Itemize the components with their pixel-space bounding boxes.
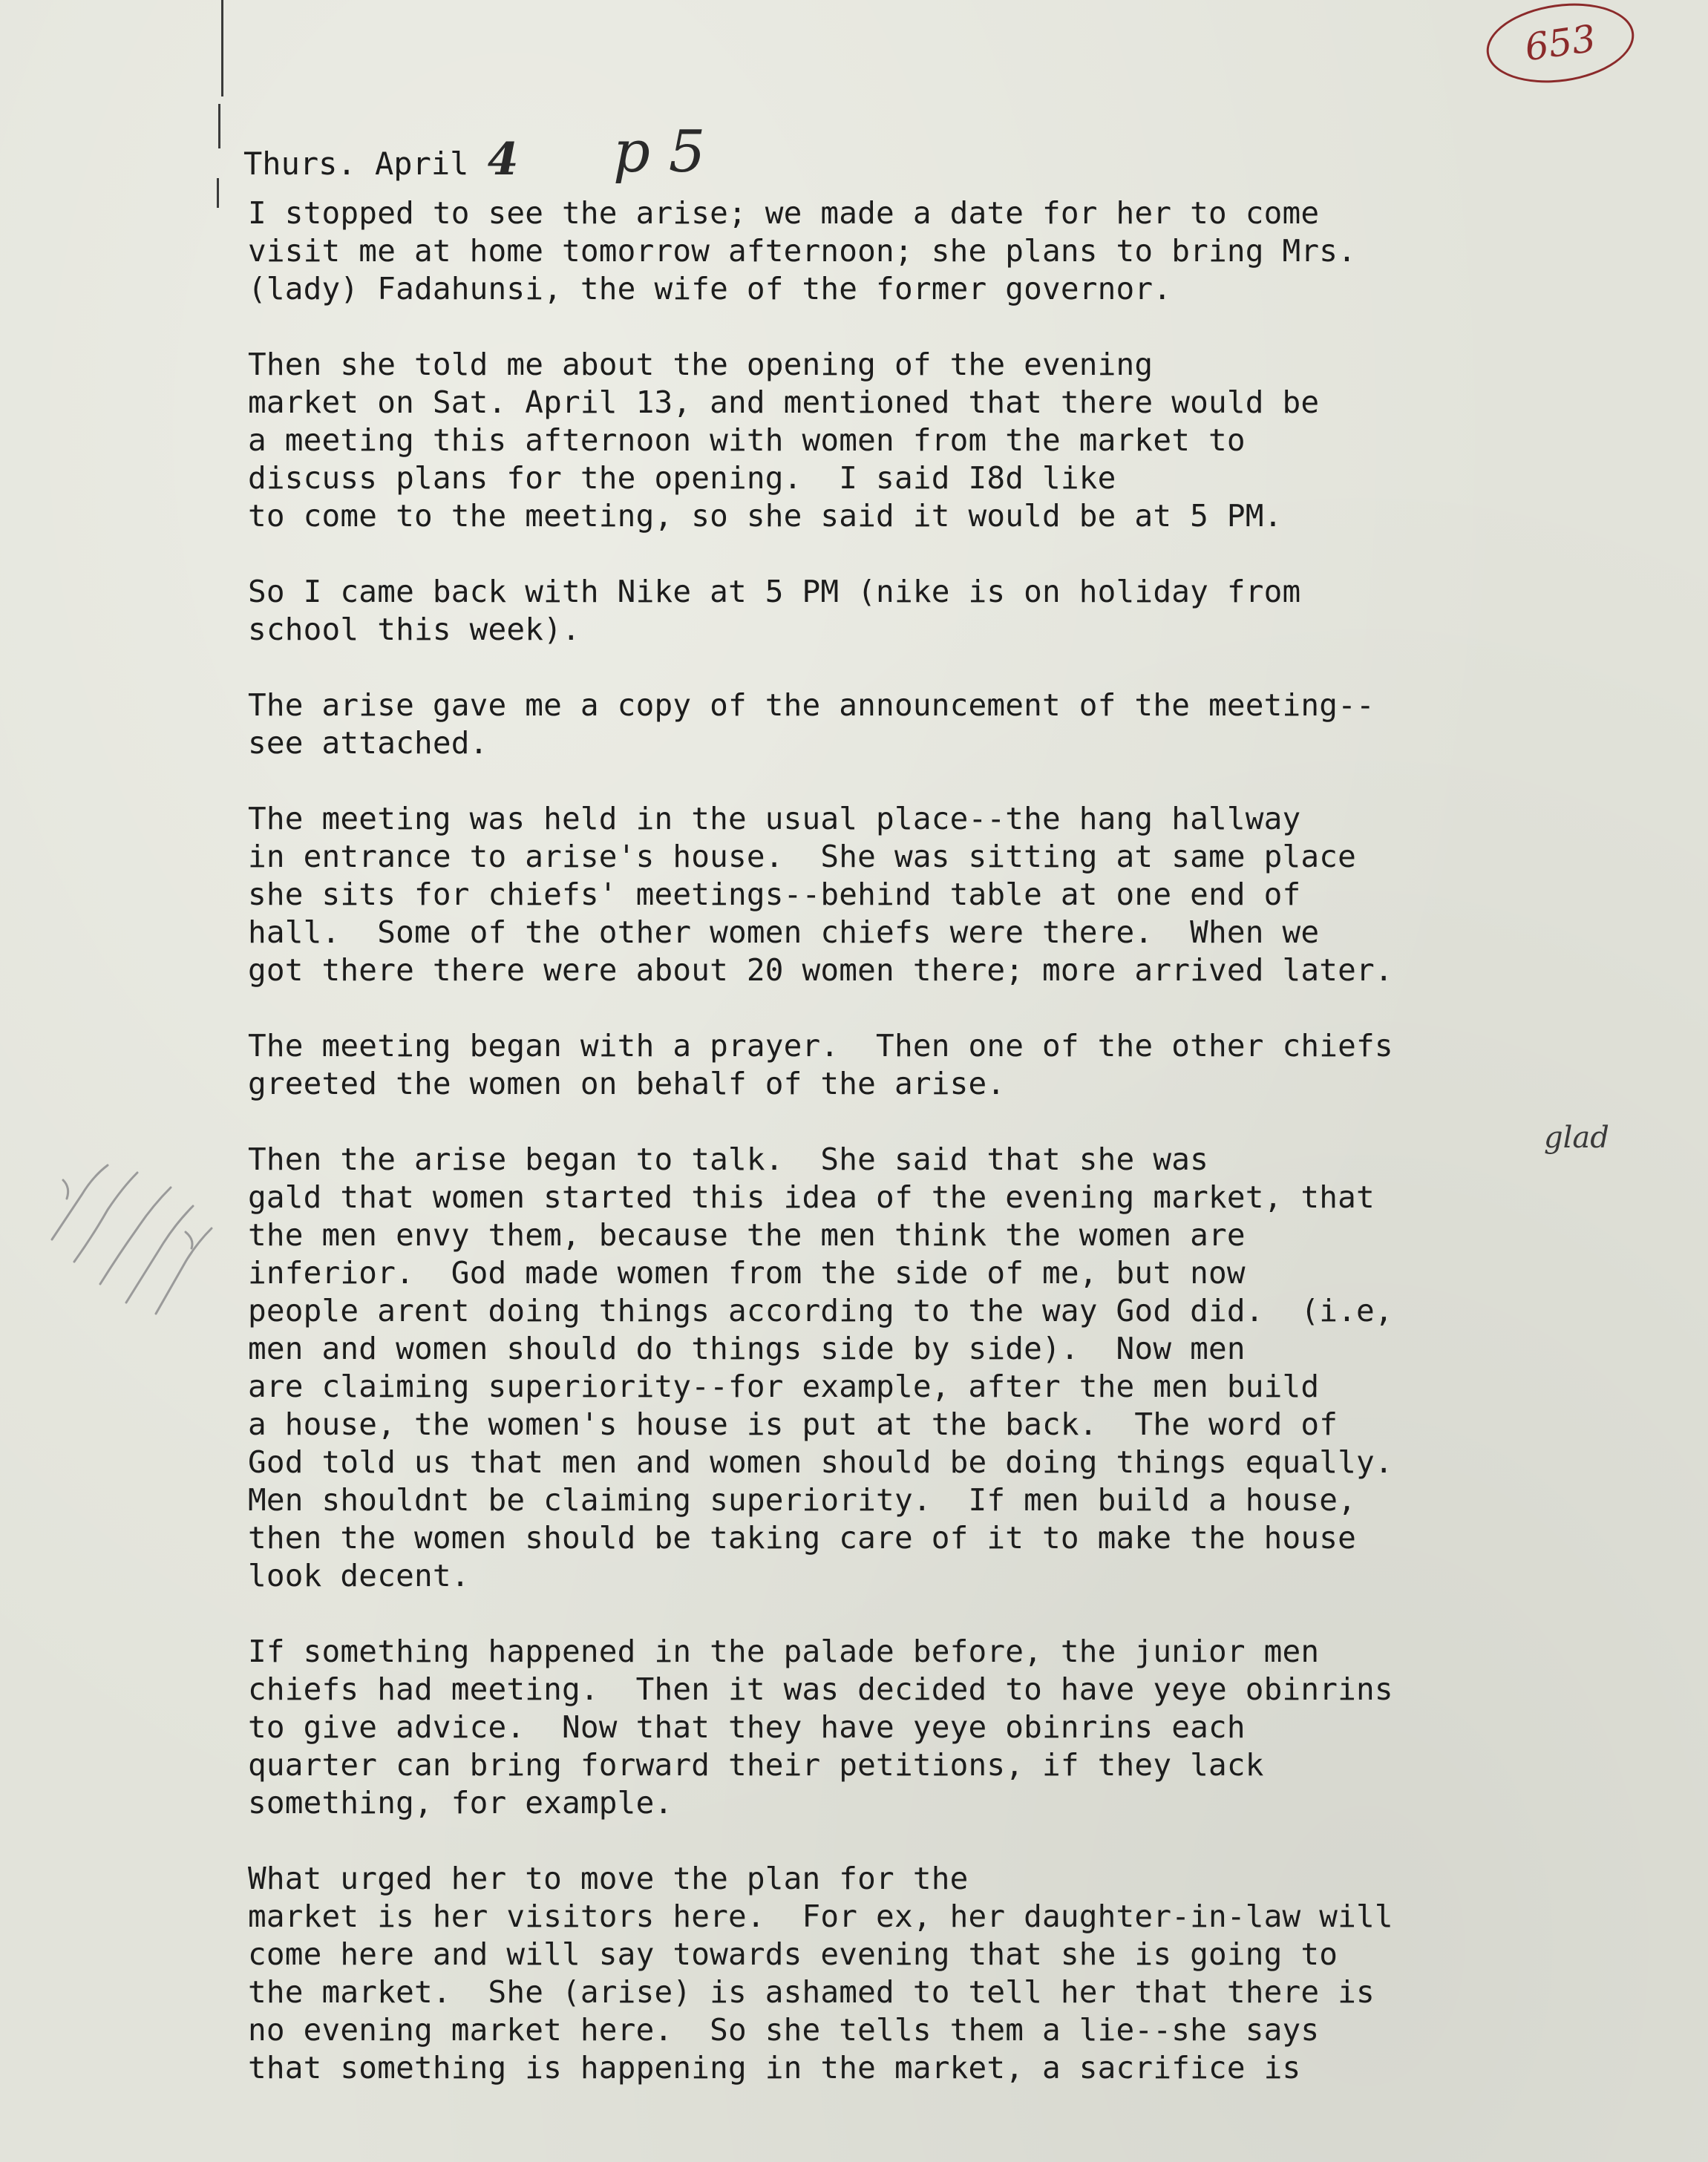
binding-mark <box>217 178 219 208</box>
paragraph: Then she told me about the opening of the evening market on Sat. April 13, and mentioned that there would be a meeting this afternoon with women from the market to discuss plans for the opening. I said I8d like to come to the meeting, so she said it would be at 5 PM. <box>248 347 1320 534</box>
binding-mark <box>221 0 223 96</box>
paragraph: The meeting was held in the usual place--the hang hallway in entrance to arise's house. She was sitting at same place she sits for chiefs' meetings--behind table at one end of hall. Some of the other women chiefs were there. When we got there there were about 20 women there; more arrived later. <box>248 801 1393 988</box>
date-header <box>243 134 518 186</box>
paragraph: So I came back with Nike at 5 PM (nike is on holiday from school this week). <box>248 574 1301 647</box>
binding-mark <box>218 104 220 148</box>
paragraph: The arise gave me a copy of the announcement of the meeting-- see attached. <box>248 687 1375 761</box>
margin-scribble <box>30 1091 238 1329</box>
handwritten-correction: glad <box>1544 1121 1609 1155</box>
handwritten-page-ref: p 5 <box>613 119 706 186</box>
document-body <box>248 194 1658 2125</box>
paragraph: The meeting began with a prayer. Then one of the other chiefs greeted the women on behalf of the arise. <box>248 1028 1393 1101</box>
paragraph: What urged her to move the plan for the market is her visitors here. For ex, her daughter-in-law will come here and will say towards evening that she is going to the market. She (arise) is ashamed to tell her that there is no evening market here. So she tells them a lie--she says that something is happening in the market, a sacrifice is <box>248 1861 1393 2086</box>
handwritten-day: 4 <box>487 134 519 186</box>
date-label: Thurs. April <box>243 145 469 182</box>
paragraph: I stopped to see the arise; we made a date for her to come visit me at home tomorrow afternoon; she plans to bring Mrs. (lady) Fadahunsi, the wife of the former governor. <box>248 195 1357 307</box>
page-number-stamp: 653 <box>1482 0 1640 91</box>
paragraph: Then the arise began to talk. She said that she was gald that women started this idea of the evening market, that the men envy them, because the men think the women are inferior. God made women from the side of me, but now people arent doing things according to the way God did. (i.e, men and women should do things side by side). Now men are claiming superiority--for example, after the men build a house, the women's house is put at the back. The word of God told us that men and women should be doing things equally. Men shouldnt be claiming superiority. If men build a house, then the women should be taking care of it to make the house look decent. <box>248 1141 1393 1593</box>
paragraph: If something happened in the palade before, the junior men chiefs had meeting. Then it was decided to have yeye obinrins to give advice. Now that they have yeye obinrins each quarter can bring forward their petitions, if they lack something, for example. <box>248 1634 1393 1821</box>
